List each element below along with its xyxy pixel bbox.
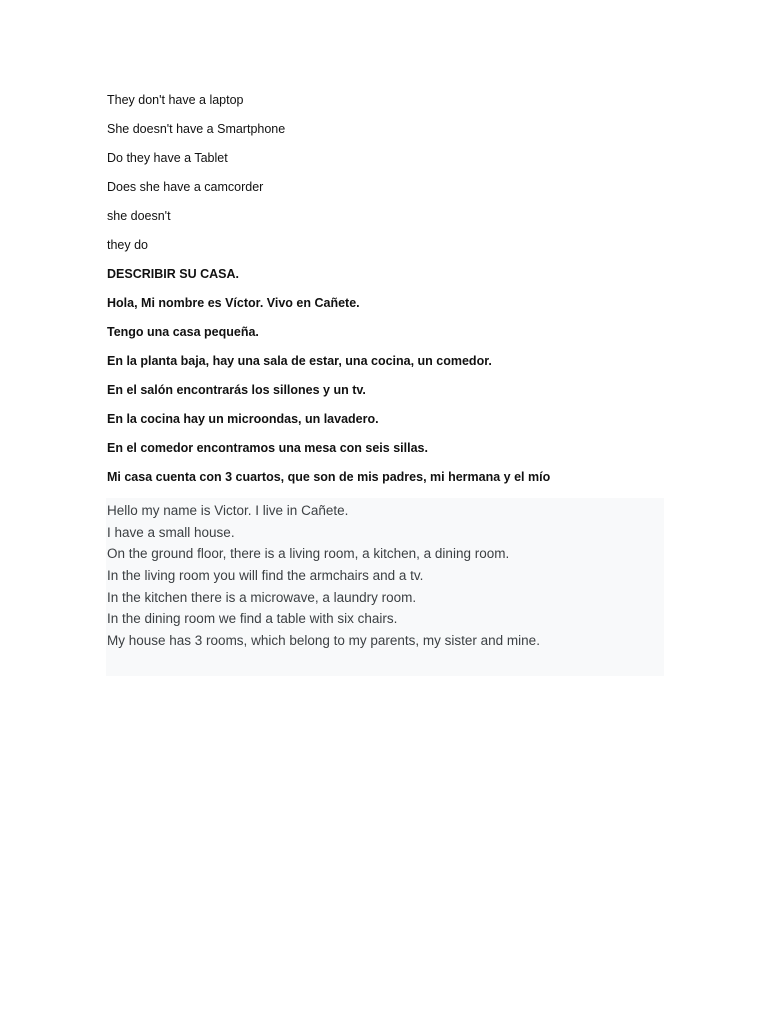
text-line: En la planta baja, hay una sala de estar, una cocina, un comedor. — [107, 354, 492, 368]
section-heading: DESCRIBIR SU CASA. — [107, 267, 239, 281]
text-line: En el salón encontrarás los sillones y un tv. — [107, 383, 366, 397]
text-line: Do they have a Tablet — [107, 151, 228, 165]
text-line: En el comedor encontramos una mesa con seis sillas. — [107, 441, 428, 455]
translation-box — [106, 498, 664, 676]
text-line: They don't have a laptop — [107, 93, 244, 107]
spanish-text-block — [107, 91, 667, 497]
translation-line: On the ground floor, there is a living room, a kitchen, a dining room. — [107, 546, 510, 562]
translation-line: Hello my name is Victor. I live in Cañete. — [107, 503, 349, 518]
text-line: Tengo una casa pequeña. — [107, 325, 259, 339]
translation-line: My house has 3 rooms, which belong to my parents, my sister and mine. — [107, 633, 540, 649]
text-line: Does she have a camcorder — [107, 180, 264, 194]
text-line: Hola, Mi nombre es Víctor. Vivo en Cañete. — [107, 296, 360, 310]
translation-line: In the dining room we find a table with six chairs. — [107, 611, 398, 627]
translation-line: In the kitchen there is a microwave, a laundry room. — [107, 589, 417, 605]
text-line: She doesn't have a Smartphone — [107, 122, 286, 136]
text-line: En la cocina hay un microondas, un lavadero. — [107, 412, 379, 426]
text-line: she doesn't — [107, 209, 171, 223]
translation-lines — [106, 498, 664, 652]
text-line: they do — [107, 238, 149, 252]
translation-line: I have a small house. — [107, 524, 235, 540]
text-line: Mi casa cuenta con 3 cuartos, que son de mis padres, mi hermana y el mío — [107, 470, 551, 484]
translation-line: In the living room you will find the armchairs and a tv. — [107, 568, 424, 584]
